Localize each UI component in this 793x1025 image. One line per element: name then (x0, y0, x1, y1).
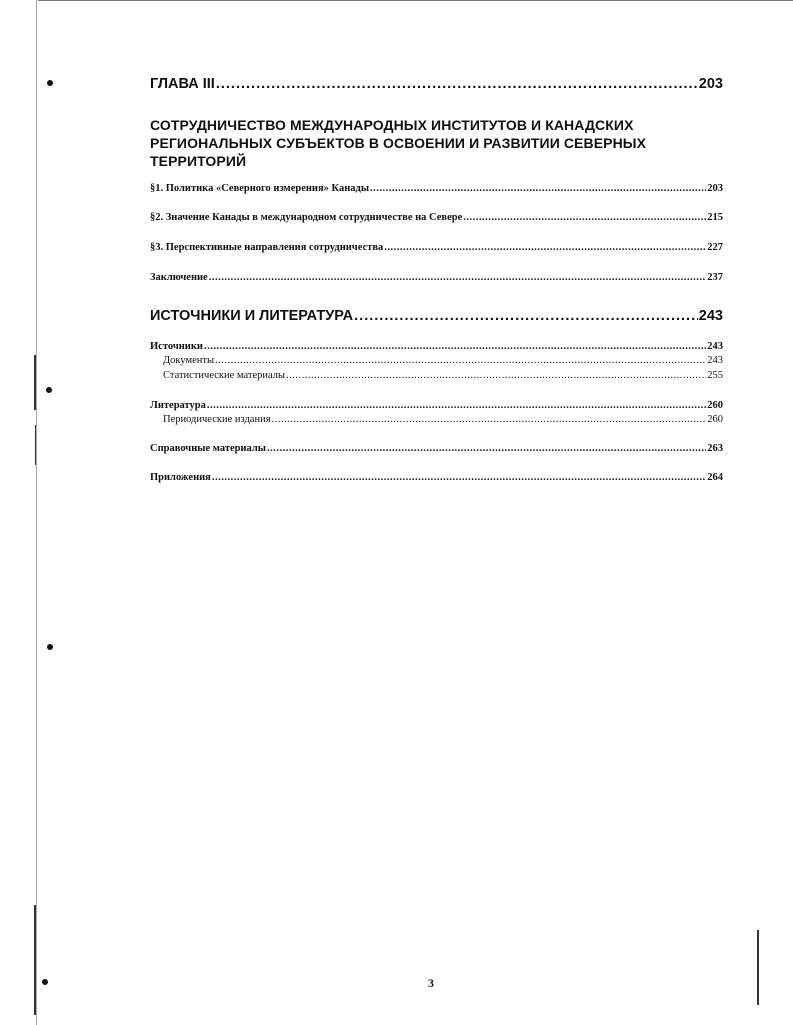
subentry-page: 255 (707, 370, 723, 381)
subentry-label: Периодические издания (163, 414, 271, 425)
toc-heading-row (150, 308, 723, 324)
leader-dots (209, 272, 707, 283)
punch-hole-mark (47, 80, 53, 86)
scan-artifact (757, 930, 759, 1005)
sources-label: Источники (150, 341, 203, 352)
leader-dots (370, 183, 706, 194)
toc-entry-row (150, 341, 723, 352)
scan-artifact (35, 425, 36, 465)
sources-heading-label: ИСТОЧНИКИ И ЛИТЕРАТУРА (150, 308, 354, 324)
toc-section-row (150, 212, 723, 223)
reference-label: Справочные материалы (150, 443, 266, 454)
scan-artifact (34, 355, 36, 410)
subentry-page: 243 (707, 355, 723, 366)
toc-section-row (150, 183, 723, 194)
leader-dots (215, 355, 706, 366)
appendix-label: Приложения (150, 472, 211, 483)
toc-chapter-row (150, 76, 723, 92)
leader-dots (212, 472, 706, 483)
chapter-page: 203 (698, 76, 723, 92)
subentry-page: 260 (707, 414, 723, 425)
literature-page: 260 (707, 400, 723, 411)
chapter-label: ГЛАВА III (150, 76, 215, 92)
leader-dots (463, 212, 706, 223)
section-label: §3. Перспективные направления сотрудничества (150, 242, 384, 253)
chapter-title-line: СОТРУДНИЧЕСТВО МЕЖДУНАРОДНЫХ ИНСТИТУТОВ И КАНАДСКИХ (150, 117, 634, 133)
sources-page: 243 (707, 341, 723, 352)
section-page: 237 (707, 272, 723, 283)
section-label: §1. Политика «Северного измерения» Канады (150, 183, 370, 194)
leader-dots (354, 308, 698, 324)
reference-page: 263 (707, 443, 723, 454)
chapter-title-line: РЕГИОНАЛЬНЫХ СУБЪЕКТОВ В ОСВОЕНИИ И РАЗВИТИИ СЕВЕРНЫХ (150, 135, 647, 151)
punch-hole-mark (47, 644, 53, 650)
scan-artifact (34, 905, 36, 1015)
appendix-page: 264 (707, 472, 723, 483)
leader-dots (267, 443, 706, 454)
toc-entry-row (150, 472, 723, 483)
toc-subentry-row (163, 414, 723, 425)
toc-entry-row (150, 400, 723, 411)
section-label: §2. Значение Канады в международном сотрудничестве на Севере (150, 212, 463, 223)
leader-dots (216, 76, 698, 92)
toc-entry-row (150, 443, 723, 454)
toc-subentry-row (163, 370, 723, 381)
scan-top-edge (38, 0, 793, 1)
leader-dots (384, 242, 706, 253)
section-page: 203 (707, 183, 723, 194)
scan-left-edge (36, 0, 37, 1025)
leader-dots (272, 414, 707, 425)
subentry-label: Статистические материалы (163, 370, 286, 381)
leader-dots (207, 400, 706, 411)
chapter-title (150, 116, 710, 170)
toc-subentry-row (163, 355, 723, 366)
subentry-label: Документы (163, 355, 215, 366)
sources-heading-page: 243 (698, 308, 723, 324)
literature-label: Литература (150, 400, 206, 411)
leader-dots (204, 341, 706, 352)
section-page: 215 (707, 212, 723, 223)
section-page: 227 (707, 242, 723, 253)
section-label: Заключение (150, 272, 208, 283)
toc-section-row (150, 242, 723, 253)
page-number: 3 (428, 976, 434, 990)
punch-hole-mark (42, 979, 48, 985)
punch-hole-mark (46, 387, 52, 393)
leader-dots (286, 370, 706, 381)
toc-section-row (150, 272, 723, 283)
chapter-title-line: ТЕРРИТОРИЙ (150, 153, 247, 169)
